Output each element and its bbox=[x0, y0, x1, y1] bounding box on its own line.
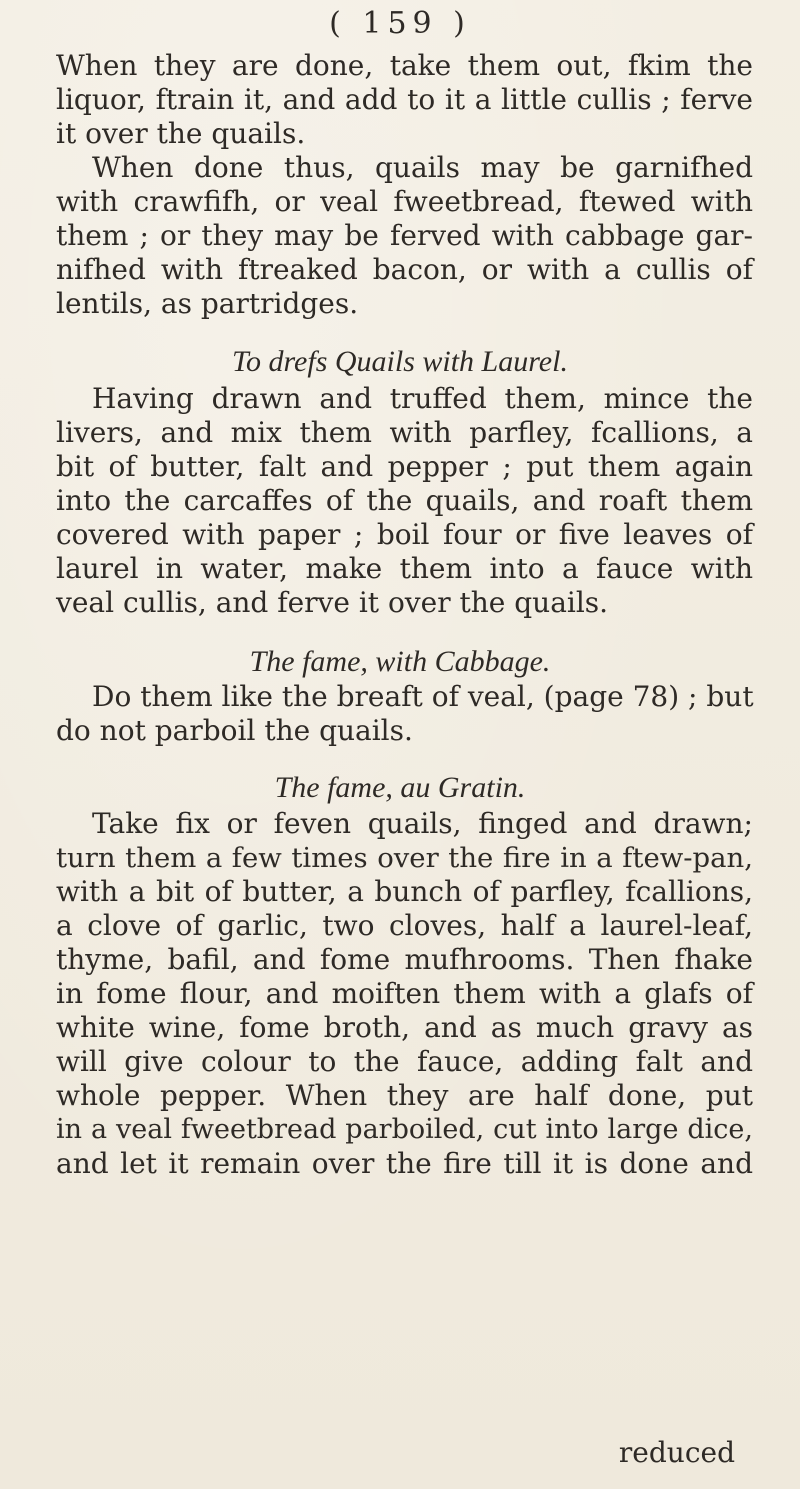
text-line: laurel in water, make them into a fauce with bbox=[56, 552, 753, 585]
text-line: a clove of garlic, two cloves, half a laurel-leaf, bbox=[56, 909, 753, 942]
text-line: covered with paper ; boil four or five leaves of bbox=[56, 518, 753, 551]
text-line: veal cullis, and ferve it over the quails. bbox=[56, 586, 609, 619]
text-line: will give colour to the fauce, adding falt and bbox=[56, 1045, 753, 1078]
section-heading: The fame, au Gratin. bbox=[274, 771, 526, 804]
text-line: thyme, bafil, and fome mufhrooms. Then fhake bbox=[56, 943, 753, 976]
section-heading: The fame, with Cabbage. bbox=[249, 645, 551, 678]
text-line: nifhed with ftreaked bacon, or with a cullis of bbox=[56, 253, 753, 286]
text-line: When done thus, quails may be garnifhed bbox=[92, 151, 753, 184]
text-line: into the carcaffes of the quails, and roaft them bbox=[56, 484, 753, 517]
text-line: whole pepper. When they are half done, put bbox=[56, 1079, 753, 1112]
text-line: them ; or they may be ferved with cabbage gar- bbox=[56, 219, 753, 252]
text-line: with a bit of butter, a bunch of parfley, fcallions, bbox=[56, 875, 753, 908]
catchword: reduced bbox=[618, 1436, 735, 1469]
text-line: Take fix or feven quails, finged and drawn; bbox=[92, 807, 753, 840]
text-line: it over the quails. bbox=[56, 117, 306, 150]
text-line: and let it remain over the fire till it is done and bbox=[56, 1147, 753, 1180]
text-line: in fome flour, and moiften them with a glafs of bbox=[56, 977, 753, 1010]
text-line: bit of butter, falt and pepper ; put them again bbox=[56, 450, 753, 483]
text-line: liquor, ftrain it, and add to it a little cullis ; ferve bbox=[56, 83, 753, 116]
text-line: lentils, as partridges. bbox=[56, 287, 359, 320]
page-number: ( 159 ) bbox=[329, 6, 471, 41]
text-line: When they are done, take them out, fkim the bbox=[56, 49, 753, 82]
text-line: Do them like the breaft of veal, (page 78) ; but bbox=[92, 680, 754, 713]
section-heading: To drefs Quails with Laurel. bbox=[232, 345, 568, 378]
text-line: livers, and mix them with parfley, fcallions, a bbox=[56, 416, 753, 449]
text-line: Having drawn and truffed them, mince the bbox=[92, 382, 753, 415]
text-line: white wine, fome broth, and as much gravy as bbox=[56, 1011, 753, 1044]
text-line: with crawfifh, or veal fweetbread, ftewed with bbox=[56, 185, 753, 218]
text-line: turn them a few times over the fire in a ftew-pan, bbox=[56, 842, 753, 874]
text-line: in a veal fweetbread parboiled, cut into large dice, bbox=[56, 1114, 753, 1145]
text-line: do not parboil the quails. bbox=[56, 714, 413, 747]
